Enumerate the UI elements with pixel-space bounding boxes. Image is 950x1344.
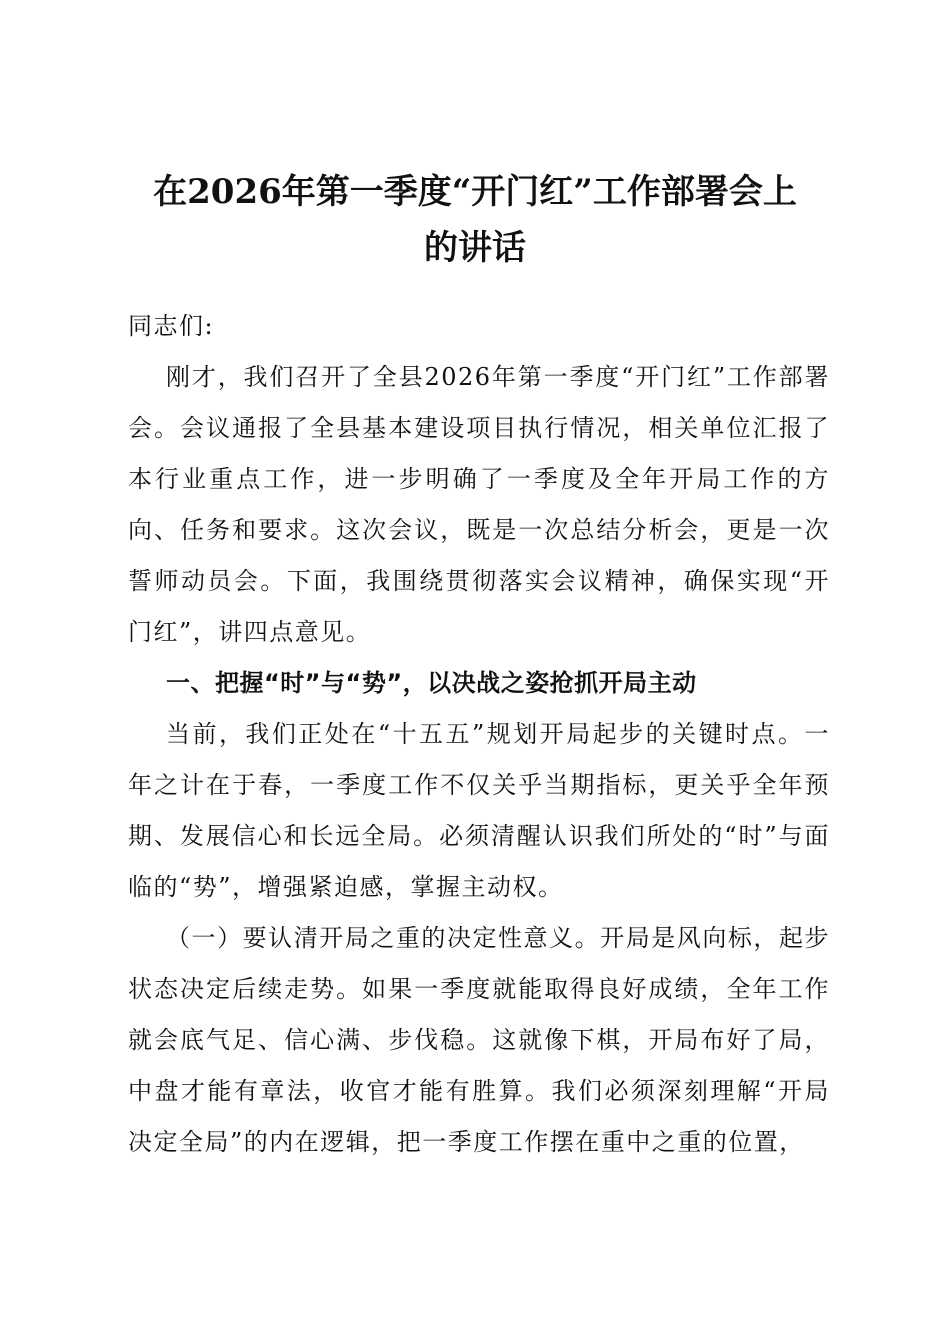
title-line-2: 的讲话 — [424, 228, 526, 268]
document-title — [120, 164, 830, 276]
paragraph-intro: 刚才，我们召开了全县2026年第一季度“开门红”工作部署会。会议通报了全县基本建设项目执行情况，相关单位汇报了本行业重点工作，进一步明确了一季度及全年开局工作的方向、任务和要求。这次会议，既是一次总结分析会，更是一次誓师动员会。下面，我围绕贯彻落实会议精神，确保实现“开门红”，讲四点意见。 — [128, 363, 830, 646]
paragraph-subsection-1: （一）要认清开局之重的决定性意义。开局是风向标，起步状态决定后续走势。如果一季度就能取得良好成绩，全年工作就会底气足、信心满、步伐稳。这就像下棋，开局布好了局，中盘才能有章法，收官才能有胜算。我们必须深刻理解“开局决定全局”的内在逻辑，把一季度工作摆在重中之重的位置， — [128, 924, 830, 1156]
section-heading-1: 一、把握“时”与“势”，以决战之姿抢抓开局主动 — [166, 669, 697, 697]
document-body — [128, 301, 830, 1168]
title-line-1: 在2026年第一季度“开门红”工作部署会上 — [153, 172, 797, 212]
salutation: 同志们: — [128, 312, 215, 340]
paragraph-section-1: 当前，我们正处在“十五五”规划开局起步的关键时点。一年之计在于春，一季度工作不仅关乎当期指标，更关乎全年预期、发展信心和长远全局。必须清醒认识我们所处的“时”与面临的“势”，增强紧迫感，掌握主动权。 — [128, 720, 830, 901]
